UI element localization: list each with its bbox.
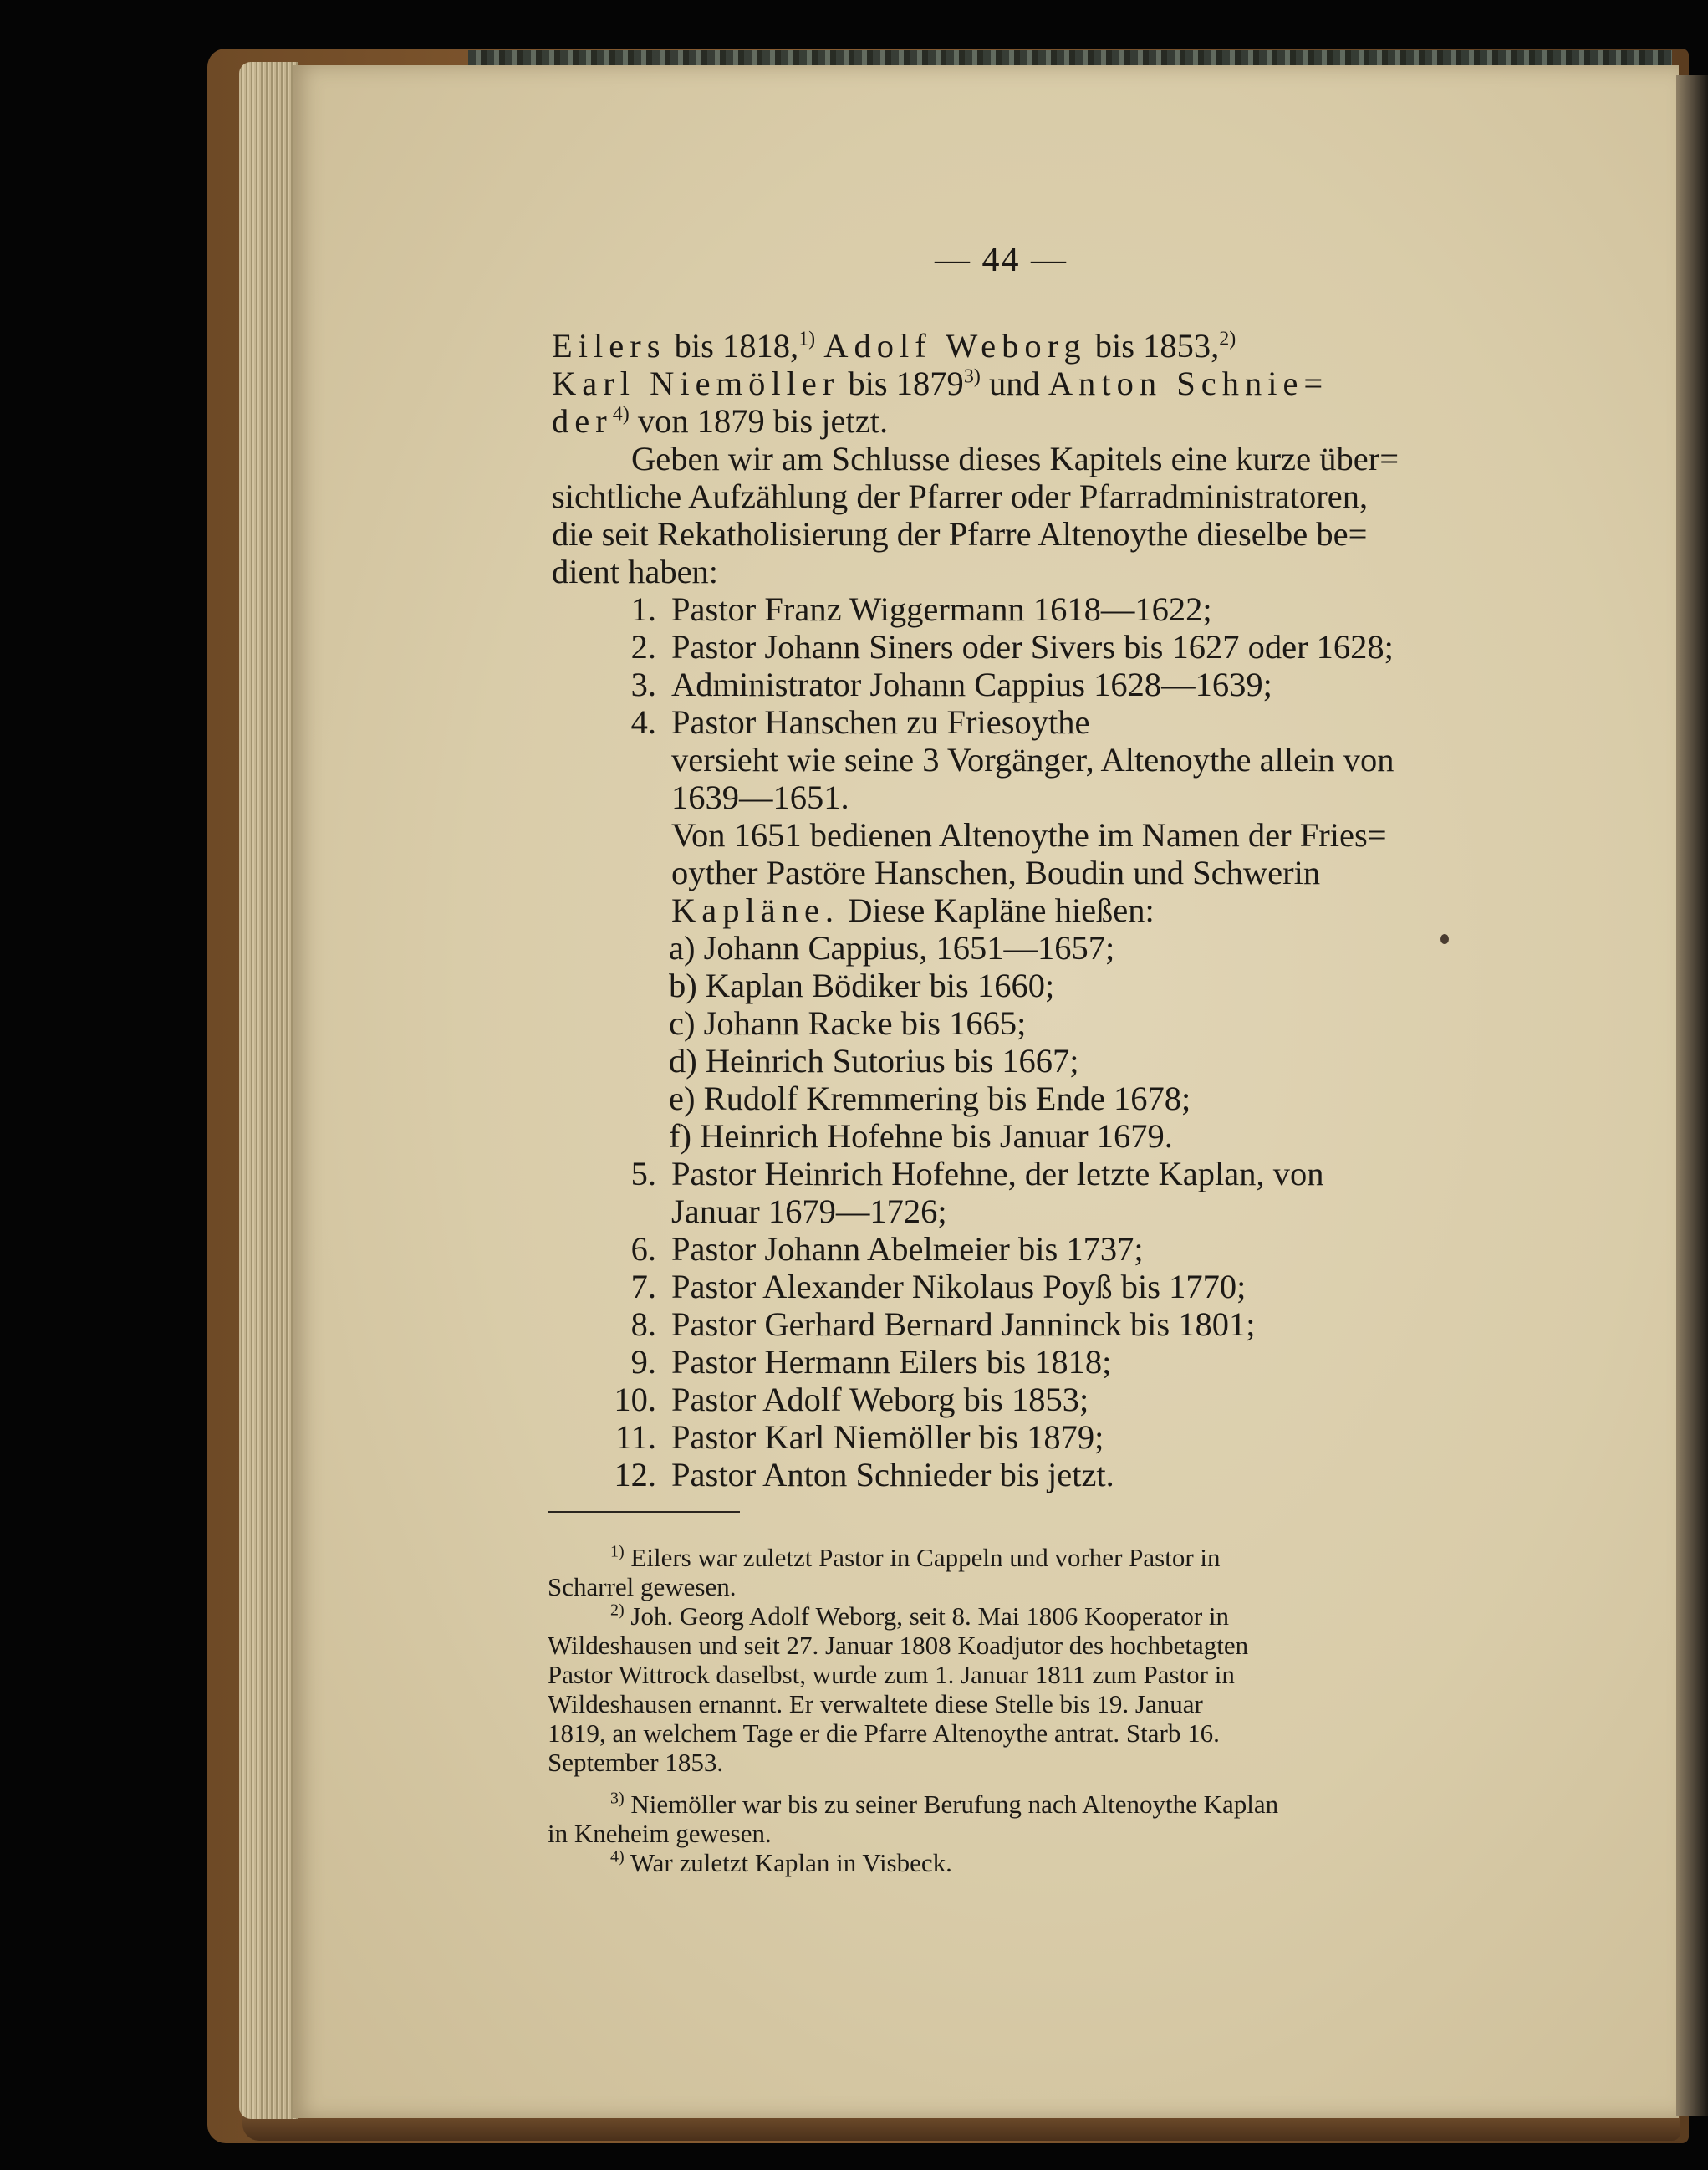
body-line-5: sichtliche Aufzählung der Pfarrer oder Pfarradministratoren, bbox=[552, 477, 1369, 515]
sublist-letter: d) bbox=[669, 1042, 697, 1080]
ink-spot bbox=[1440, 934, 1449, 944]
footnote-2-line: Wildeshausen und seit 27. Januar 1808 Koadjutor des hochbetagten bbox=[548, 1631, 1249, 1660]
sublist-text: Johann Racke bis 1665; bbox=[703, 1004, 1027, 1042]
footnote-2-line: Wildeshausen ernannt. Er verwaltete diese Stelle bis 19. Januar bbox=[548, 1689, 1203, 1718]
name-spaced: Anton Schnie= bbox=[1048, 365, 1329, 402]
text-segment bbox=[815, 327, 823, 365]
sublist-text: Johann Cappius, 1651—1657; bbox=[703, 929, 1115, 967]
sublist-item bbox=[669, 1116, 1173, 1156]
text-segment: bis 1853, bbox=[1086, 327, 1220, 365]
list-item: Administrator Johann Cappius 1628—1639; bbox=[671, 666, 1272, 703]
sublist-item bbox=[669, 1041, 1078, 1080]
page-gutter bbox=[1676, 75, 1708, 2116]
list-item: Pastor Anton Schnieder bis jetzt. bbox=[671, 1456, 1114, 1493]
list-item: Pastor Johann Siners oder Sivers bis 1627 oder 1628; bbox=[671, 628, 1394, 666]
sublist-item bbox=[669, 1003, 1026, 1043]
sublist-letter: c) bbox=[669, 1004, 696, 1042]
list-item: Pastor Karl Niemöller bis 1879; bbox=[671, 1418, 1104, 1456]
list-number: 6. bbox=[630, 1230, 656, 1268]
footnote-2 bbox=[610, 1601, 1229, 1631]
list-item: Pastor Johann Abelmeier bis 1737; bbox=[671, 1230, 1144, 1268]
list-item: Pastor Adolf Weborg bis 1853; bbox=[671, 1381, 1089, 1418]
list-number: 4. bbox=[630, 703, 656, 741]
name-spaced: Adolf Weborg bbox=[823, 327, 1087, 365]
text-segment: bis 1879 bbox=[839, 365, 964, 402]
kaplaene-label: Kapläne. bbox=[671, 891, 840, 929]
list-number: 1. bbox=[630, 590, 656, 628]
page-edges bbox=[239, 62, 298, 2119]
footnote-ref: 3) bbox=[963, 365, 981, 388]
footnote-2-line: Pastor Wittrock daselbst, wurde zum 1. Januar 1811 zum Pastor in bbox=[548, 1660, 1235, 1689]
body-line-7: dient haben: bbox=[552, 553, 719, 590]
footnote-ref: 2) bbox=[1219, 328, 1236, 350]
list-number: 2. bbox=[630, 628, 656, 666]
footnote-text: Niemöller war bis zu seiner Berufung nach Altenoythe Kaplan bbox=[630, 1790, 1279, 1819]
kaplaene-rest: Diese Kapläne hießen: bbox=[839, 891, 1155, 929]
list-item: Pastor Franz Wiggermann 1618—1622; bbox=[671, 590, 1212, 628]
list-item-continued bbox=[671, 891, 1155, 930]
footnote-1-line: Scharrel gewesen. bbox=[548, 1572, 737, 1601]
sublist-item bbox=[669, 966, 1054, 1005]
list-item: Pastor Hanschen zu Friesoythe bbox=[671, 703, 1090, 741]
footnote-ref: 4) bbox=[612, 403, 630, 426]
list-number: 5. bbox=[630, 1155, 656, 1192]
body-line-3 bbox=[552, 401, 888, 441]
footnote-3 bbox=[610, 1790, 1278, 1820]
list-number: 9. bbox=[630, 1343, 656, 1381]
list-number: 12. bbox=[614, 1456, 656, 1493]
list-number: 8. bbox=[630, 1305, 656, 1343]
text-segment: von 1879 bis jetzt. bbox=[629, 402, 889, 440]
list-item-continued: Januar 1679—1726; bbox=[671, 1192, 947, 1230]
footnote-ref: 1) bbox=[798, 328, 816, 350]
body-line-4: Geben wir am Schlusse dieses Kapitels eine kurze über= bbox=[631, 440, 1400, 477]
name-spaced: Eilers bbox=[552, 327, 666, 365]
list-item: Pastor Heinrich Hofehne, der letzte Kaplan, von bbox=[671, 1155, 1324, 1192]
sublist-letter: f) bbox=[669, 1117, 691, 1155]
list-item: Pastor Gerhard Bernard Janninck bis 1801; bbox=[671, 1305, 1256, 1343]
footnote-2-line: 1819, an welchem Tage er die Pfarre Altenoythe antrat. Starb 16. bbox=[548, 1718, 1220, 1748]
footnote-4 bbox=[610, 1848, 952, 1878]
body-line-6: die seit Rekatholisierung der Pfarre Altenoythe dieselbe be= bbox=[552, 515, 1368, 553]
list-item: Pastor Hermann Eilers bis 1818; bbox=[671, 1343, 1112, 1381]
sublist-letter: a) bbox=[669, 929, 696, 967]
footnote-mark: 1) bbox=[610, 1542, 625, 1561]
sublist-text: Rudolf Kremmering bis Ende 1678; bbox=[703, 1080, 1191, 1117]
sublist-letter: b) bbox=[669, 967, 697, 1004]
text-segment: und bbox=[980, 365, 1048, 402]
footnote-mark: 4) bbox=[610, 1847, 625, 1866]
sublist-text: Kaplan Bödiker bis 1660; bbox=[705, 967, 1055, 1004]
list-item-continued: Von 1651 bedienen Altenoythe im Namen der Fries= bbox=[671, 816, 1387, 854]
footnote-text: War zuletzt Kaplan in Visbeck. bbox=[630, 1848, 952, 1877]
list-number: 3. bbox=[630, 666, 656, 703]
list-number: 10. bbox=[614, 1381, 656, 1418]
footnote-text: Eilers war zuletzt Pastor in Cappeln und vorher Pastor in bbox=[630, 1543, 1221, 1572]
footnote-mark: 3) bbox=[610, 1789, 625, 1808]
footnote-2-line: September 1853. bbox=[548, 1748, 724, 1777]
sublist-text: Heinrich Sutorius bis 1667; bbox=[705, 1042, 1079, 1080]
footnote-divider bbox=[548, 1511, 740, 1513]
name-spaced: der bbox=[552, 402, 613, 440]
footnote-text: Joh. Georg Adolf Weborg, seit 8. Mai 1806 Kooperator in bbox=[630, 1601, 1230, 1631]
footnote-mark: 2) bbox=[610, 1601, 625, 1620]
sublist-letter: e) bbox=[669, 1080, 696, 1117]
list-number: 11. bbox=[614, 1418, 656, 1456]
sublist-item bbox=[669, 1079, 1191, 1118]
list-item: Pastor Alexander Nikolaus Poyß bis 1770; bbox=[671, 1268, 1247, 1305]
list-item-continued: oyther Pastöre Hanschen, Boudin und Schwerin bbox=[671, 854, 1321, 891]
text-segment: bis 1818, bbox=[665, 327, 799, 365]
body-line-1 bbox=[552, 326, 1236, 365]
page-number: — 44 — bbox=[935, 241, 1068, 279]
list-number: 7. bbox=[630, 1268, 656, 1305]
list-item-continued: versieht wie seine 3 Vorgänger, Altenoythe allein von bbox=[671, 741, 1394, 779]
footnote-1 bbox=[610, 1543, 1221, 1573]
footnote-3-line: in Kneheim gewesen. bbox=[548, 1819, 772, 1848]
list-item-continued: 1639—1651. bbox=[671, 779, 849, 816]
sublist-text: Heinrich Hofehne bis Januar 1679. bbox=[700, 1117, 1173, 1155]
body-line-2 bbox=[552, 364, 1328, 403]
sublist-item bbox=[669, 928, 1114, 968]
name-spaced: Karl Niemöller bbox=[552, 365, 840, 402]
